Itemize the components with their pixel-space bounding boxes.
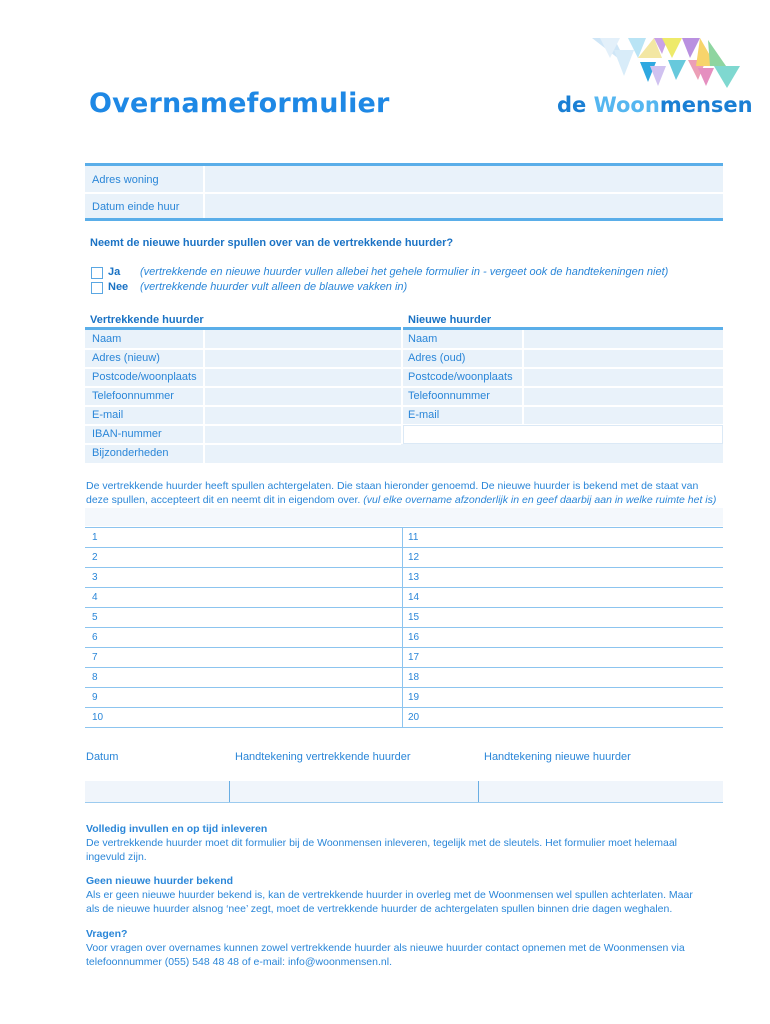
item-row-divider (85, 687, 723, 688)
datum-einde-huur-field[interactable] (206, 194, 722, 218)
item-number-right: 16 (408, 632, 420, 643)
divider (229, 781, 230, 802)
info-text-3a: Voor vragen over overnames kunnen zowel vertrekkende huurder als nieuwe huurder contact opnemen met de Woonmensen via (86, 942, 685, 954)
vertrekkende-adres-label: Adres (nieuw) (92, 352, 160, 364)
item-field-left[interactable] (110, 689, 398, 706)
items-column-divider (402, 527, 403, 727)
vertrekkende-postcode-field[interactable] (206, 369, 400, 385)
items-bottom-rule (85, 727, 723, 728)
item-row-divider (85, 527, 723, 528)
item-field-right[interactable] (428, 549, 722, 566)
nieuwe-telefoon-field[interactable] (525, 388, 722, 404)
item-row-divider (85, 587, 723, 588)
logo-wordmark (557, 93, 753, 117)
nieuwe-adres-field[interactable] (525, 350, 722, 366)
vertrekkende-iban-label: IBAN-nummer (92, 428, 162, 440)
item-number-right: 19 (408, 692, 420, 703)
vertrekkende-adres-field[interactable] (206, 350, 400, 366)
item-field-left[interactable] (110, 629, 398, 646)
nieuwe-adres-label: Adres (oud) (408, 352, 466, 364)
ja-label: Ja (108, 266, 121, 278)
item-row-divider (85, 707, 723, 708)
spullen-line-2-text: deze spullen, accepteert dit en neemt dit in eigendom over. (86, 494, 364, 506)
item-number-right: 17 (408, 652, 420, 663)
datum-label: Datum (86, 751, 119, 763)
info-text-3b: telefoonnummer (055) 548 48 48 of e-mail: info@woonmensen.nl. (86, 956, 392, 968)
item-field-left[interactable] (110, 669, 398, 686)
item-field-left[interactable] (110, 609, 398, 626)
ja-note: (vertrekkende en nieuwe huurder vullen allebei het gehele formulier in - vergeet ook de handtekeningen niet) (140, 266, 669, 278)
logo-brand-right: mensen (659, 93, 753, 117)
page-title: Overnameformulier (89, 88, 390, 119)
nieuwe-naam-field[interactable] (525, 331, 722, 347)
logo-brand-mid: Woon (593, 93, 660, 117)
logo-brand-left: de (557, 93, 594, 117)
item-number-right: 15 (408, 612, 420, 623)
question-text: Neemt de nieuwe huurder spullen over van de vertrekkende huurder? (90, 237, 454, 249)
vertrekkende-naam-field[interactable] (206, 331, 400, 347)
item-field-right[interactable] (428, 689, 722, 706)
ja-checkbox[interactable] (91, 267, 103, 279)
item-row-divider (85, 567, 723, 568)
adres-woning-label: Adres woning (92, 174, 159, 186)
item-field-right[interactable] (428, 529, 722, 546)
item-number-left: 7 (92, 652, 98, 663)
handtekening-vertrekkend-field[interactable] (231, 782, 477, 801)
nieuwe-telefoon-label: Telefoonnummer (408, 390, 490, 402)
item-row-divider (85, 547, 723, 548)
item-number-left: 1 (92, 532, 98, 543)
divider (203, 166, 205, 219)
bijzonderheden-field[interactable] (206, 445, 722, 462)
item-number-right: 20 (408, 712, 420, 723)
item-row-divider (85, 607, 723, 608)
nieuwe-postcode-field[interactable] (525, 369, 722, 385)
top-rule-bottom (85, 218, 723, 221)
item-number-right: 18 (408, 672, 420, 683)
handtekening-nieuw-field[interactable] (480, 782, 722, 801)
nee-checkbox[interactable] (91, 282, 103, 294)
item-number-left: 9 (92, 692, 98, 703)
nieuwe-postcode-label: Postcode/woonplaats (408, 371, 513, 383)
item-number-right: 11 (408, 532, 419, 543)
divider (203, 330, 205, 463)
adres-woning-field[interactable] (206, 167, 722, 191)
datum-einde-huur-label: Datum einde huur (92, 201, 180, 213)
info-heading-3: Vragen? (86, 928, 128, 940)
nieuwe-email-field[interactable] (525, 407, 722, 423)
item-field-left[interactable] (110, 569, 398, 586)
item-field-right[interactable] (428, 649, 722, 666)
item-row-divider (85, 647, 723, 648)
item-number-left: 10 (92, 712, 104, 723)
info-text-1a: De vertrekkende huurder moet dit formulier bij de Woonmensen inleveren, tegelijk met de sleutels. Het formulier moet helemaal (86, 837, 678, 849)
woonmensen-logo-icon (590, 36, 742, 92)
divider (478, 781, 479, 802)
item-number-left: 4 (92, 592, 98, 603)
info-heading-2: Geen nieuwe huurder bekend (86, 875, 234, 887)
item-number-right: 13 (408, 572, 420, 583)
divider (522, 330, 524, 425)
vertrekkende-iban-field[interactable] (206, 426, 400, 442)
vertrekkende-postcode-label: Postcode/woonplaats (92, 371, 197, 383)
nieuwe-naam-label: Naam (408, 333, 438, 345)
nieuwe-empty-row (403, 425, 723, 444)
divider (85, 802, 723, 803)
spullen-line-1: De vertrekkende huurder heeft spullen achtergelaten. Die staan hieronder genoemd. De nieuwe huurder is bekend met de staat van (86, 480, 699, 492)
item-number-left: 3 (92, 572, 98, 583)
item-field-left[interactable] (110, 649, 398, 666)
vertrekkende-email-label: E-mail (92, 409, 124, 421)
item-number-right: 14 (408, 592, 420, 603)
vertrekkende-telefoon-field[interactable] (206, 388, 400, 404)
item-number-left: 6 (92, 632, 98, 643)
info-heading-1: Volledig invullen en op tijd inleveren (86, 823, 268, 835)
nieuwe-email-label: E-mail (408, 409, 440, 421)
item-field-left[interactable] (110, 709, 398, 726)
item-number-left: 5 (92, 612, 98, 623)
spullen-line-2-note: (vul elke overname afzonderlijk in en geef daarbij aan in welke ruimte het is) (363, 494, 717, 506)
item-row-divider (85, 667, 723, 668)
info-text-2b: als de nieuwe huurder alsnog ‘nee’ zegt, moet de vertrekkende huurder de achtergelaten spullen binnen drie dagen weghalen. (86, 903, 673, 915)
item-number-right: 12 (408, 552, 420, 563)
vertrekkende-naam-label: Naam (92, 333, 122, 345)
handtekening-vertrekkend-label: Handtekening vertrekkende huurder (235, 751, 411, 763)
item-field-right[interactable] (428, 569, 722, 586)
item-field-right[interactable] (428, 669, 722, 686)
item-row-divider (85, 627, 723, 628)
item-field-right[interactable] (428, 629, 722, 646)
item-field-right[interactable] (428, 609, 722, 626)
vertrekkende-heading: Vertrekkende huurder (90, 314, 204, 326)
item-field-right[interactable] (428, 589, 722, 606)
spullen-line-2 (86, 493, 726, 507)
nee-note: (vertrekkende huurder vult alleen de blauwe vakken in) (140, 281, 408, 293)
info-text-1b: ingevuld zijn. (86, 851, 147, 863)
item-field-left[interactable] (110, 549, 398, 566)
vertrekkende-telefoon-label: Telefoonnummer (92, 390, 174, 402)
spullen-top-band (85, 508, 723, 526)
item-field-left[interactable] (110, 529, 398, 546)
item-field-right[interactable] (428, 709, 722, 726)
item-field-left[interactable] (110, 589, 398, 606)
info-text-2a: Als er geen nieuwe huurder bekend is, kan de vertrekkende huurder in overleg met de Woonmensen wel spullen achterlaten. Maar (86, 889, 693, 901)
nee-label: Nee (108, 281, 129, 293)
handtekening-nieuw-label: Handtekening nieuwe huurder (484, 751, 631, 763)
item-number-left: 8 (92, 672, 98, 683)
nieuwe-heading: Nieuwe huurder (408, 314, 492, 326)
item-number-left: 2 (92, 552, 98, 563)
datum-field[interactable] (86, 782, 228, 801)
vertrekkende-email-field[interactable] (206, 407, 400, 423)
bijzonderheden-label: Bijzonderheden (92, 447, 169, 459)
